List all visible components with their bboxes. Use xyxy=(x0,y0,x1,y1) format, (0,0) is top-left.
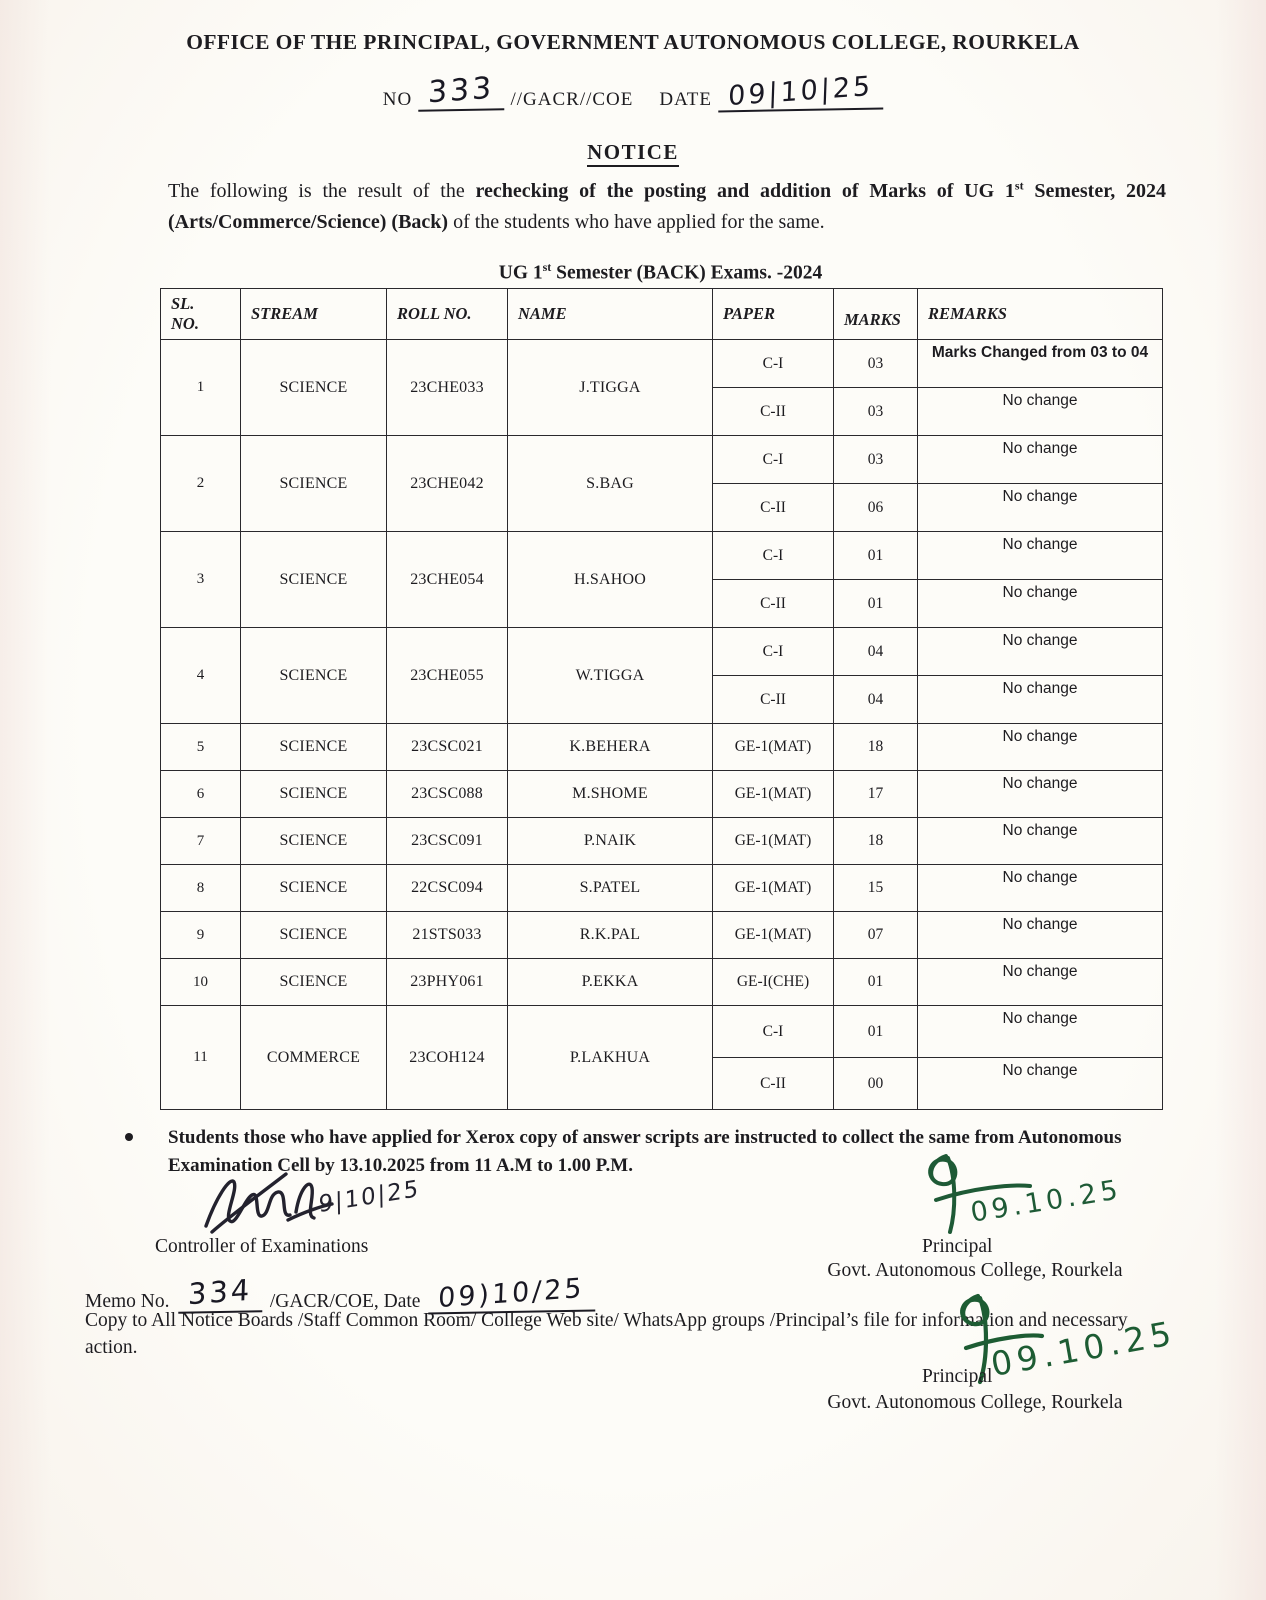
roll-cell: 23CSC021 xyxy=(387,724,508,771)
bullet-icon xyxy=(125,1133,133,1141)
name-cell: M.SHOME xyxy=(508,771,713,818)
table-header-row xyxy=(161,289,1163,340)
remark-cell: No change xyxy=(918,1058,1163,1110)
paper-cell: GE-I(CHE) xyxy=(713,959,834,1006)
header-marks: MARKS xyxy=(834,289,918,340)
paper-cell: C-II xyxy=(713,388,834,436)
roll-cell: 21STS033 xyxy=(387,912,508,959)
sl-cell: 7 xyxy=(161,818,241,865)
results-table-wrap xyxy=(160,288,1162,1110)
paper-cell: C-I xyxy=(713,628,834,676)
memo-label: Memo No. xyxy=(85,1291,170,1312)
office-header: OFFICE OF THE PRINCIPAL, GOVERNMENT AUTONOMOUS COLLEGE, ROURKELA xyxy=(186,30,1080,54)
marks-cell: 01 xyxy=(834,959,918,1006)
intro-bold-1: rechecking of the posting and addition of Marks of UG 1 xyxy=(475,180,1015,202)
sl-cell: 3 xyxy=(161,532,241,628)
date-label: DATE xyxy=(659,89,712,110)
roll-cell: 23COH124 xyxy=(387,1006,508,1110)
stream-cell: SCIENCE xyxy=(241,724,387,771)
intro-paragraph: The following is the result of the rechecking of the posting and addition of Marks of UG 1st Semester, 2024 (Arts/Commerce/Science) (Back) of the students who have applied for the same. xyxy=(168,178,1167,234)
paper-cell: GE-1(MAT) xyxy=(713,724,834,771)
header-remarks: REMARKS xyxy=(918,289,1163,340)
table-row xyxy=(161,865,1163,912)
name-cell: W.TIGGA xyxy=(508,628,713,724)
intro-normal-2: of the students who have applied for the same. xyxy=(448,211,825,234)
memo-no-handwritten: 334 xyxy=(177,1277,262,1313)
marks-cell: 01 xyxy=(834,1006,918,1058)
stream-cell: SCIENCE xyxy=(241,436,387,532)
results-table xyxy=(160,288,1163,1110)
stream-cell: SCIENCE xyxy=(241,628,387,724)
marks-cell: 03 xyxy=(834,436,918,484)
stream-cell: SCIENCE xyxy=(241,959,387,1006)
stream-cell: SCIENCE xyxy=(241,865,387,912)
paper-cell: C-I xyxy=(713,1006,834,1058)
stream-cell: SCIENCE xyxy=(241,771,387,818)
intro-bold-2: Semester, 2024 (Arts/Commerce/Science) (Back) xyxy=(168,180,1167,234)
memo-number-handwritten: 333 xyxy=(418,75,505,112)
remark-cell: No change xyxy=(918,818,1163,865)
remark-cell: No change xyxy=(918,676,1163,724)
marks-cell: 03 xyxy=(834,388,918,436)
marks-cell: 06 xyxy=(834,484,918,532)
table-row xyxy=(161,818,1163,865)
table-title: UG 1st Semester (BACK) Exams. -2024 xyxy=(498,260,823,284)
principal-date-1-handwritten: 09.10.25 xyxy=(968,1174,1124,1229)
marks-cell: 04 xyxy=(834,628,918,676)
sl-cell: 1 xyxy=(161,340,241,436)
paper-cell: C-I xyxy=(713,532,834,580)
no-label: NO xyxy=(382,89,413,110)
memo-gacr-label: /GACR/COE, Date xyxy=(269,1291,421,1312)
name-cell: S.BAG xyxy=(508,436,713,532)
sl-cell: 6 xyxy=(161,771,241,818)
paper-cell: C-II xyxy=(713,1058,834,1110)
xerox-note: Students those who have applied for Xerox copy of answer scripts are instructed to collect the same from Autonomous Examination Cell by 13.10.2025 from 11 A.M to 1.00 P.M. xyxy=(168,1127,1122,1176)
principal-org-1: Govt. Autonomous College, Rourkela xyxy=(827,1260,1123,1281)
remark-cell: No change xyxy=(918,912,1163,959)
intro-normal-1: The following is the result of the xyxy=(168,180,476,202)
paper-cell: C-II xyxy=(713,580,834,628)
paper-cell: GE-1(MAT) xyxy=(713,818,834,865)
sl-cell: 10 xyxy=(161,959,241,1006)
remark-cell: No change xyxy=(918,580,1163,628)
roll-cell: 22CSC094 xyxy=(387,865,508,912)
principal-label-1: Principal xyxy=(922,1236,993,1257)
paper-cell: C-II xyxy=(713,484,834,532)
reference-line xyxy=(0,70,1266,113)
header-paper: PAPER xyxy=(713,289,834,340)
remark-cell: Marks Changed from 03 to 04 xyxy=(918,340,1163,388)
paper-cell: GE-1(MAT) xyxy=(713,912,834,959)
marks-cell: 17 xyxy=(834,771,918,818)
roll-cell: 23CHE042 xyxy=(387,436,508,532)
marks-cell: 15 xyxy=(834,865,918,912)
header-name: NAME xyxy=(508,289,713,340)
sl-cell: 9 xyxy=(161,912,241,959)
sl-cell: 8 xyxy=(161,865,241,912)
controller-label: Controller of Examinations xyxy=(155,1236,369,1257)
stream-cell: SCIENCE xyxy=(241,912,387,959)
controller-date-handwritten: 9|10|25 xyxy=(318,1175,421,1219)
table-row xyxy=(161,912,1163,959)
roll-cell: 23CHE033 xyxy=(387,340,508,436)
marks-cell: 01 xyxy=(834,580,918,628)
marks-cell: 01 xyxy=(834,532,918,580)
header-stream: STREAM xyxy=(241,289,387,340)
header-sl-no: SL. NO. xyxy=(161,289,241,340)
controller-signature xyxy=(200,1168,460,1240)
name-cell: H.SAHOO xyxy=(508,532,713,628)
marks-cell: 18 xyxy=(834,818,918,865)
roll-cell: 23CSC091 xyxy=(387,818,508,865)
remark-cell: No change xyxy=(918,388,1163,436)
gacr-label: //GACR//COE xyxy=(510,89,634,110)
name-cell: S.PATEL xyxy=(508,865,713,912)
remark-cell: No change xyxy=(918,771,1163,818)
stream-cell: COMMERCE xyxy=(241,1006,387,1110)
sl-cell: 5 xyxy=(161,724,241,771)
table-row xyxy=(161,724,1163,771)
name-cell: K.BEHERA xyxy=(508,724,713,771)
header-roll-no: ROLL NO. xyxy=(387,289,508,340)
remark-cell: No change xyxy=(918,865,1163,912)
table-row xyxy=(161,959,1163,1006)
roll-cell: 23CSC088 xyxy=(387,771,508,818)
name-cell: P.LAKHUA xyxy=(508,1006,713,1110)
table-row xyxy=(161,628,1163,676)
marks-cell: 07 xyxy=(834,912,918,959)
marks-cell: 04 xyxy=(834,676,918,724)
principal-org-2: Govt. Autonomous College, Rourkela xyxy=(827,1392,1123,1413)
memo-date-handwritten: 09)10/25 xyxy=(428,1279,595,1315)
table-row xyxy=(161,340,1163,388)
name-cell: J.TIGGA xyxy=(508,340,713,436)
principal-label-2: Principal xyxy=(922,1366,993,1387)
remark-cell: No change xyxy=(918,959,1163,1006)
marks-cell: 00 xyxy=(834,1058,918,1110)
remark-cell: No change xyxy=(918,628,1163,676)
stream-cell: SCIENCE xyxy=(241,818,387,865)
remark-cell: No change xyxy=(918,484,1163,532)
roll-cell: 23CHE054 xyxy=(387,532,508,628)
table-row xyxy=(161,436,1163,484)
stream-cell: SCIENCE xyxy=(241,532,387,628)
sl-cell: 2 xyxy=(161,436,241,532)
paper-cell: C-I xyxy=(713,340,834,388)
copy-distribution-text: Copy to All Notice Boards /Staff Common Room/ College Web site/ WhatsApp groups /Principal’s file for information and necessary action. xyxy=(85,1310,1128,1358)
table-row xyxy=(161,771,1163,818)
name-cell: R.K.PAL xyxy=(508,912,713,959)
paper-cell: GE-1(MAT) xyxy=(713,771,834,818)
date-handwritten: 09|10|25 xyxy=(718,77,884,113)
sl-cell: 11 xyxy=(161,1006,241,1110)
name-cell: P.EKKA xyxy=(508,959,713,1006)
stream-cell: SCIENCE xyxy=(241,340,387,436)
principal-date-2-handwritten: 09.10.25 xyxy=(988,1313,1179,1384)
name-cell: P.NAIK xyxy=(508,818,713,865)
notice-heading: NOTICE xyxy=(0,140,1266,165)
remark-cell: No change xyxy=(918,436,1163,484)
remark-cell: No change xyxy=(918,1006,1163,1058)
table-row xyxy=(161,1006,1163,1058)
paper-cell: C-I xyxy=(713,436,834,484)
remark-cell: No change xyxy=(918,532,1163,580)
paper-cell: GE-1(MAT) xyxy=(713,865,834,912)
controller-signature-icon xyxy=(200,1168,335,1240)
table-row xyxy=(161,532,1163,580)
remark-cell: No change xyxy=(918,724,1163,771)
sl-cell: 4 xyxy=(161,628,241,724)
marks-cell: 18 xyxy=(834,724,918,771)
principal-signature-1 xyxy=(912,1148,1162,1240)
marks-cell: 03 xyxy=(834,340,918,388)
paper-cell: C-II xyxy=(713,676,834,724)
roll-cell: 23CHE055 xyxy=(387,628,508,724)
roll-cell: 23PHY061 xyxy=(387,959,508,1006)
